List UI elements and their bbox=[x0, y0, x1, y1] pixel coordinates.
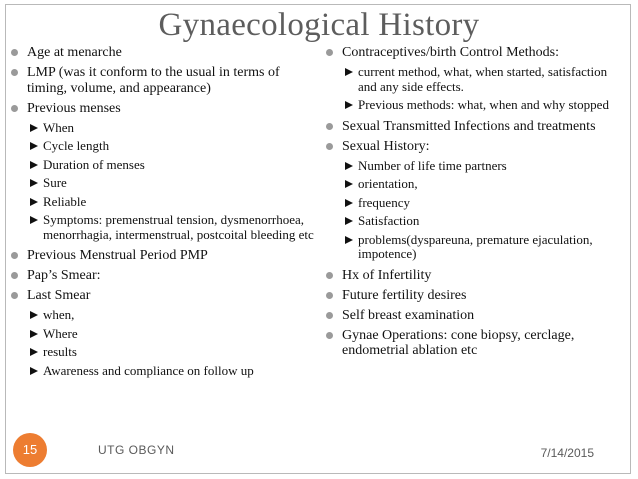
bullet-age-at-menarche: Age at menarche bbox=[9, 45, 314, 61]
bullet-breast-exam: Self breast examination bbox=[324, 308, 624, 324]
sub-bullet-cycle-length: Cycle length bbox=[9, 139, 314, 154]
footer-date: 7/14/2015 bbox=[540, 446, 594, 460]
sub-bullet-smear-when: when, bbox=[9, 308, 314, 323]
sub-bullet-satisfaction: Satisfaction bbox=[324, 214, 624, 229]
sub-bullet-duration: Duration of menses bbox=[9, 158, 314, 173]
sub-bullet-frequency: frequency bbox=[324, 196, 624, 211]
bullet-previous-menstrual-period: Previous Menstrual Period PMP bbox=[9, 248, 314, 264]
bullet-sexual-history: Sexual History: bbox=[324, 139, 624, 155]
sub-bullet-problems: problems(dyspareuna, premature ejaculation, impotence) bbox=[324, 233, 624, 262]
bullet-infertility: Hx of Infertility bbox=[324, 268, 624, 284]
sub-bullet-orientation: orientation, bbox=[324, 177, 624, 192]
bullet-gynae-operations: Gynae Operations: cone biopsy, cerclage, endometrial ablation etc bbox=[324, 328, 624, 359]
bullet-previous-menses: Previous menses bbox=[9, 101, 314, 117]
slide-number-badge: 15 bbox=[13, 433, 47, 467]
sub-bullet-symptoms: Symptoms: premenstrual tension, dysmenorrhoea, menorrhagia, intermenstrual, postcoital bleeding etc bbox=[9, 213, 314, 242]
right-column bbox=[324, 45, 624, 363]
sub-bullet-previous-methods: Previous methods: what, when and why stopped bbox=[324, 98, 624, 113]
sub-bullet-when: When bbox=[9, 121, 314, 136]
bullet-sti: Sexual Transmitted Infections and treatments bbox=[324, 119, 624, 135]
bullet-lmp: LMP (was it conform to the usual in terms of timing, volume, and appearance) bbox=[9, 65, 314, 96]
footer-organization: UTG OBGYN bbox=[98, 443, 175, 457]
sub-bullet-smear-results: results bbox=[9, 345, 314, 360]
slide-title: Gynaecological History bbox=[158, 7, 480, 43]
sub-bullet-sure: Sure bbox=[9, 176, 314, 191]
sub-bullet-current-method: current method, what, when started, satisfaction and any side effects. bbox=[324, 65, 624, 94]
sub-bullet-smear-awareness: Awareness and compliance on follow up bbox=[9, 364, 314, 379]
sub-bullet-reliable: Reliable bbox=[9, 195, 314, 210]
sub-bullet-smear-where: Where bbox=[9, 327, 314, 342]
sub-bullet-partners: Number of life time partners bbox=[324, 159, 624, 174]
bullet-paps-smear: Pap’s Smear: bbox=[9, 268, 314, 284]
left-column bbox=[9, 45, 314, 382]
bullet-future-fertility: Future fertility desires bbox=[324, 288, 624, 304]
bullet-last-smear: Last Smear bbox=[9, 288, 314, 304]
bullet-contraceptives: Contraceptives/birth Control Methods: bbox=[324, 45, 624, 61]
